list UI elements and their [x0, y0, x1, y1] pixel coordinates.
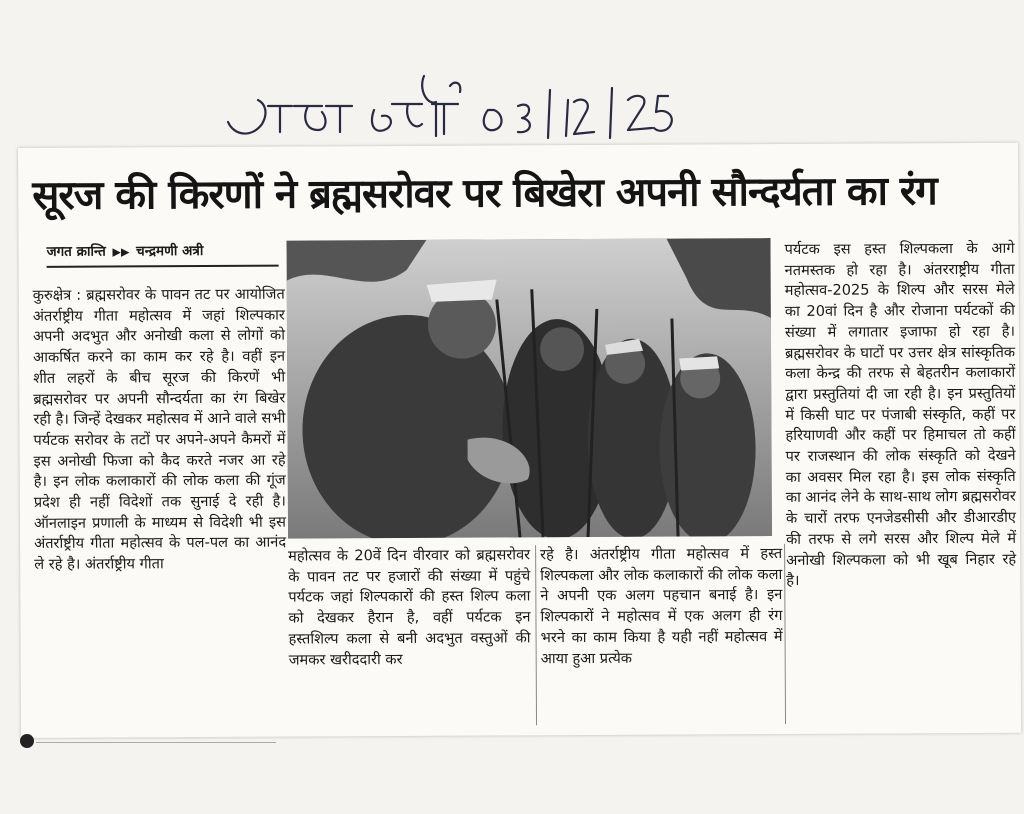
byline — [46, 241, 278, 268]
page-edge — [36, 742, 276, 743]
byline-source: जगत क्रान्ति — [46, 243, 106, 260]
punch-hole — [20, 734, 34, 748]
byline-separator-icon: ▶▶ — [112, 245, 130, 259]
column-divider — [535, 545, 537, 725]
handwritten-annotation — [222, 66, 682, 150]
byline-author: चन्द्रमणी अत्री — [136, 243, 204, 260]
article-column-1: कुरुक्षेत्र : ब्रह्मसरोवर के पावन तट पर आयोजित अंतर्राष्ट्रीय गीता महोत्सव में जहां शिल्पकार अपनी अदभुत और अनोखी कला से लोगों को आकर्षित करने का काम कर रहे है। वहीं इन शीत लहरों के बीच सूरज की किरणें भी ब्रह्मसरोवर पर अपनी सौन्दर्यता का रंग बिखेर रही है। जिन्हें देखकर महोत्सव में आने वाले सभी पर्यटक सरोवर के तटों पर अपने-अपने कैमरों में इस अनोखी फिजा को कैद करते नजर आ रहे है। इन लोक कलाकारों की लोक कला की गूंज प्रदेश ही नहीं विदेशों तक सुनाई दे रही है। ऑनलाइन प्रणाली के माध्यम से विदेशी भी इस अंतर्राष्ट्रीय गीता महोत्सव के पल-पल का आनंद ले रहे है। अंतर्राष्ट्रीय गीता — [32, 285, 287, 574]
article-column-2: महोत्सव के 20वें दिन वीरवार को ब्रह्मसरोवर के पावन तट पर हजारों की संख्या में पहुंचे पर्यटक जहां शिल्पकारों की हस्त शिल्प कला को देखकर हैरान है, वहीं पर्यटक इन हस्तशिल्प कला से बनी अदभुत वस्तुओं की जमकर खरीददारी कर — [288, 546, 531, 669]
article-column-4: पर्यटक इस हस्त शिल्पकला के आगे नतमस्तक हो रहा है। अंतरराष्ट्रीय गीता महोत्सव-2025 के शिल्प और सरस मेले का 20वां दिन है और रोजाना पर्यटकों की संख्या में लगातार इजाफा हो रहा है। ब्रह्मसरोवर के घाटों पर उत्तर क्षेत्र सांस्कृतिक कला केन्द्र की तरफ से बेहतरीन कलाकारों द्वारा प्रस्तुतियां दी जा रही है। इन प्रस्तुतियों में किसी घाट पर पंजाबी संस्कृति, कहीं पर हरियाणवी और कहीं पर हिमाचल तो कहीं पर राजस्थान की लोक संस्कृति को देखने का अवसर मिल रहा है। इस लोक संस्कृति का आनंद लेने के साथ-साथ लोग ब्रह्मसरोवर के चारों तरफ एनजेडसीसी और डीआरडीए की तरफ से लगे सरस और शिल्प मेले में अनोखी शिल्पकला को भी खूब निहार रहे है। — [784, 239, 1017, 590]
headline: सूरज की किरणों ने ब्रह्मसरोवर पर बिखेरा अपनी सौन्दर्यता का रंग — [32, 168, 937, 219]
newspaper-clipping — [18, 143, 1021, 738]
article-column-3: रहे है। अंतर्राष्ट्रीय गीता महोत्सव में हस्त शिल्पकला और लोक कलाकारों की लोक कला ने अपनी एक अलग पहचान बनाई है। इन शिल्पकारों ने महोत्सव में एक अलग ही रंग भरने का काम किया है यही नहीं महोत्सव में आया हुआ प्रत्येक — [540, 545, 783, 667]
article-photo — [286, 238, 772, 539]
